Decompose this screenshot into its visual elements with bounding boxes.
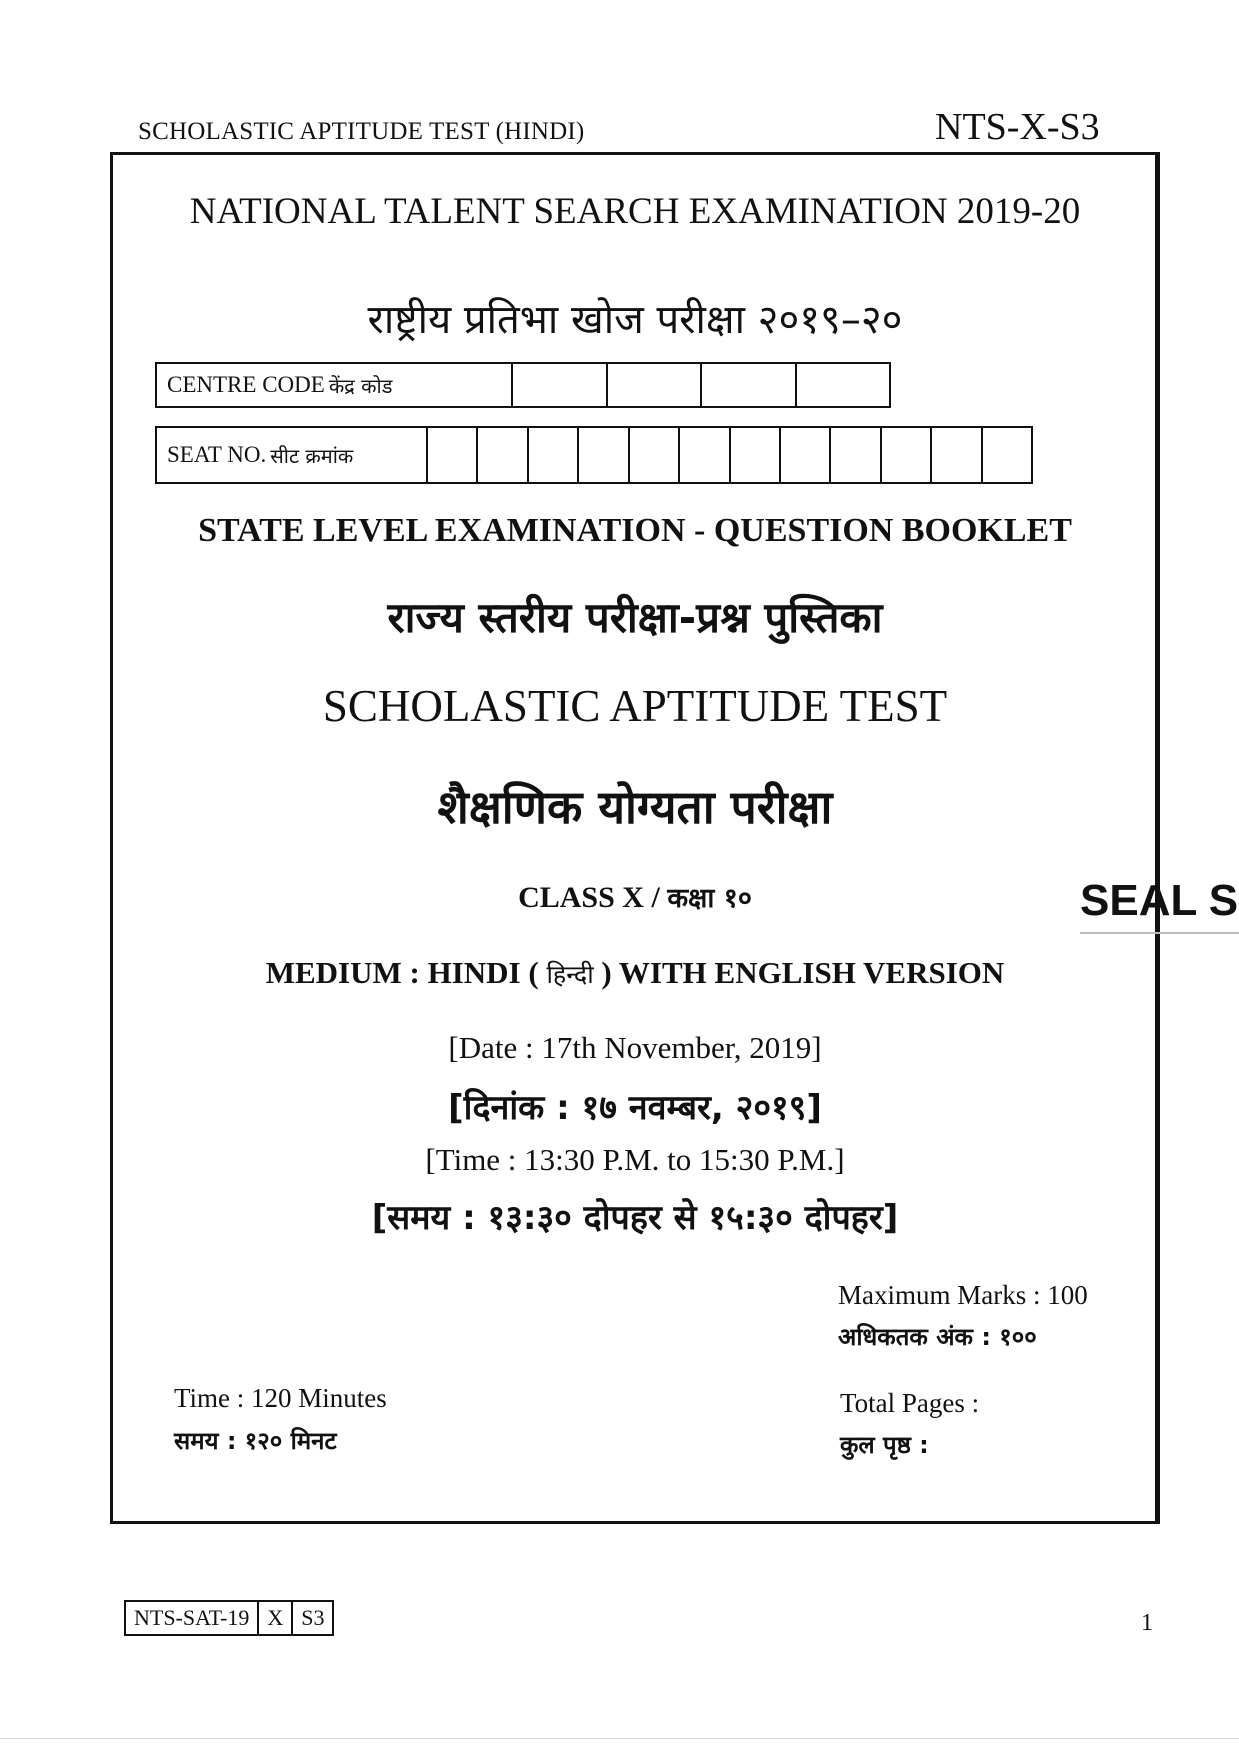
exam-title-english: NATIONAL TALENT SEARCH EXAMINATION 2019-20 — [189, 191, 1081, 232]
cover-border-right-edge — [1155, 152, 1158, 1524]
header-paper-code: NTS-X-S3 — [935, 106, 1100, 148]
seat-number-cell[interactable] — [678, 428, 728, 482]
seat-number-cell[interactable] — [527, 428, 577, 482]
centre-code-cell[interactable] — [795, 364, 889, 406]
class-label-hi: कक्षा १० — [667, 883, 752, 914]
centre-code-label-en: CENTRE CODE — [167, 372, 325, 397]
duration-english: Time : 120 Minutes — [174, 1383, 387, 1413]
class-label-en: CLASS X / — [518, 881, 660, 914]
seal-stamp-text: SEAL S — [1080, 876, 1239, 925]
test-name-english: SCHOLASTIC APTITUDE TEST — [322, 681, 948, 731]
total-pages-hindi: कुल पृष्ठ : — [840, 1431, 929, 1459]
booklet-heading-hindi: राज्य स्तरीय परीक्षा-प्रश्न पुस्तिका — [387, 593, 883, 642]
seat-number-cell[interactable] — [880, 428, 930, 482]
booklet-heading-english: STATE LEVEL EXAMINATION - QUESTION BOOKLET — [198, 512, 1072, 549]
medium-prefix: MEDIUM : HINDI ( — [265, 955, 539, 990]
exam-time-english: [Time : 13:30 P.M. to 15:30 P.M.] — [425, 1142, 845, 1177]
centre-code-cell[interactable] — [606, 364, 700, 406]
header-left-title: SCHOLASTIC APTITUDE TEST (HINDI) — [138, 118, 585, 145]
footer-set: S3 — [291, 1602, 332, 1634]
exam-date-english: [Date : 17th November, 2019] — [448, 1030, 822, 1065]
seat-number-cell[interactable] — [829, 428, 879, 482]
medium-line — [110, 955, 1160, 991]
seat-number-label-en: SEAT NO. — [167, 442, 267, 467]
medium-suffix: ) WITH ENGLISH VERSION — [601, 955, 1005, 990]
seat-number-cell[interactable] — [729, 428, 779, 482]
seat-number-label — [157, 428, 426, 482]
class-line — [110, 878, 1160, 915]
centre-code-cell[interactable] — [511, 364, 605, 406]
footer-class: X — [257, 1602, 291, 1634]
seat-number-cell[interactable] — [476, 428, 526, 482]
scan-edge-line — [0, 1738, 1239, 1739]
max-marks-english: Maximum Marks : 100 — [838, 1280, 1088, 1310]
centre-code-cell[interactable] — [700, 364, 794, 406]
seat-number-cell[interactable] — [981, 428, 1031, 482]
test-name-hindi: शैक्षणिक योग्यता परीक्षा — [437, 780, 833, 834]
seat-number-field[interactable] — [155, 426, 1033, 484]
centre-code-field[interactable] — [155, 362, 891, 408]
page-number: 1 — [1141, 1610, 1153, 1636]
footer-code-box — [124, 1600, 334, 1636]
seat-number-cell[interactable] — [930, 428, 980, 482]
centre-code-label-hi: केंद्र कोड — [328, 373, 393, 398]
cover-border — [110, 152, 1160, 1524]
seal-divider — [1080, 932, 1239, 934]
exam-date-hindi: [दिनांक : १७ नवम्बर, २०१९] — [448, 1088, 822, 1128]
seat-number-cell[interactable] — [628, 428, 678, 482]
footer-series-code: NTS-SAT-19 — [134, 1605, 250, 1630]
duration-hindi: समय : १२० मिनट — [174, 1427, 337, 1455]
exam-time-hindi: [समय : १३:३० दोपहर से १५:३० दोपहर] — [371, 1198, 899, 1238]
total-pages-english: Total Pages : — [840, 1388, 980, 1418]
max-marks-hindi: अधिकतक अंक : १०० — [838, 1323, 1037, 1351]
seat-number-cell[interactable] — [426, 428, 476, 482]
centre-code-label — [157, 364, 511, 406]
medium-hindi: हिन्दी — [546, 960, 594, 989]
seat-number-cell[interactable] — [577, 428, 627, 482]
seat-number-cell[interactable] — [779, 428, 829, 482]
exam-title-hindi: राष्ट्रीय प्रतिभा खोज परीक्षा २०१९–२० — [367, 297, 903, 343]
seat-number-label-hi: सीट क्रमांक — [270, 443, 354, 468]
